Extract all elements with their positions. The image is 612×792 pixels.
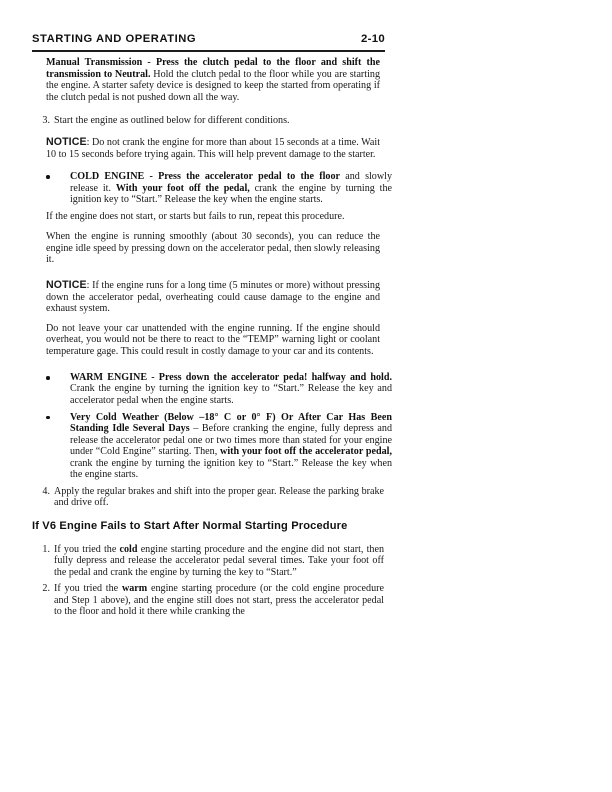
warm-engine-bold-lead: WARM ENGINE - Press down the accelerator peda! halfway and hold. — [70, 371, 392, 383]
notice-1-paragraph — [46, 137, 380, 160]
notice-block-2 — [46, 280, 380, 315]
cold-engine-mid-1: and slowly release it. — [70, 171, 392, 194]
cold-engine-rest: crank the engine by turning the ignition key to “Start.” Release the key when the engine starts. — [70, 182, 392, 206]
page-number: 2-10 — [361, 33, 385, 45]
fail-step-2-text — [54, 583, 384, 618]
manual-transmission-rest: Hold the clutch pedal to the floor while you are starting the engine. A starter safety device is designed to keep the started from operating if the clutch pedal is not pushed down all the way. — [46, 68, 380, 103]
page-body — [32, 57, 393, 618]
manual-transmission-bold-lead: Manual Transmission - Press the clutch pedal to the floor and shift the transmission to Neutral. — [46, 57, 380, 80]
list-item-step-3 — [36, 115, 384, 127]
paragraph-cold-engine-idle: When the engine is running smoothly (about 30 seconds), you can reduce the engine idle speed by pressing down on the accelerator pedal, then slowly releasing it. — [46, 231, 380, 266]
paragraph-unattended-warning: Do not leave your car unattended with the engine running. If the engine should overheat, you would not be there to react to the “TEMP” warning light or coolant temperature gage. This could result in costly damage to your car and its contents. — [46, 322, 380, 357]
list-marker: 1. — [42, 543, 50, 555]
very-cold-weather-bold-lead: Very Cold Weather (Below –18° C or 0° F) Or After Car Has Been Standing Idle Several Days — [70, 411, 392, 435]
section-heading: If V6 Engine Fails to Start After Normal Starting Procedure — [32, 519, 348, 532]
fail-step-1-text — [54, 544, 384, 579]
list-marker: 2. — [42, 583, 50, 595]
paragraph-cold-engine-retry: If the engine does not start, or starts but fails to run, repeat this procedure. — [46, 210, 345, 222]
step-4-text: Apply the regular brakes and shift into the proper gear. Release the parking brake and drive off. — [54, 485, 384, 509]
fail-step-2-part-2: engine starting procedure (or the cold engine procedure and Step 1 above), and the engine still does not start, press the accelerator pedal to the floor and hold it there while cranking the — [54, 583, 384, 618]
notice-label: NOTICE — [46, 279, 87, 292]
fail-step-1-part-2: engine starting procedure and the engine did not start, then fully depress and release the accelerator pedal several times. Take your foot off the pedal and crank the engine by turning the key to “Start.” — [54, 543, 384, 578]
notice-label: NOTICE — [46, 136, 87, 149]
fail-step-2-part-1: If you tried the — [54, 583, 122, 595]
notice-2-text: : If the engine runs for a long time (5 minutes or more) without pressing down the accelerator pedal, overheating could cause damage to the engine and exhaust system. — [46, 280, 380, 315]
cold-engine-text — [70, 171, 392, 206]
list-marker: 3. — [42, 114, 50, 126]
very-cold-weather-bold-2: with your foot off the accelerator pedal, — [220, 446, 393, 458]
header-divider-rule — [32, 50, 385, 52]
warm-engine-rest: Crank the engine by turning the ignition key to “Start.” Release the key and accelerator pedal when the engine starts. — [70, 383, 392, 407]
bullet-dot-icon — [46, 376, 50, 380]
list-item-warm-engine — [44, 372, 392, 407]
list-item-step-4 — [36, 486, 384, 509]
list-item-very-cold-weather — [44, 412, 392, 481]
warm-engine-text — [70, 372, 392, 407]
cold-engine-bold-lead-2: With your foot off the pedal, — [115, 182, 250, 194]
fail-step-2-bold-warm: warm — [121, 583, 148, 595]
list-marker: 4. — [42, 485, 50, 497]
very-cold-weather-mid: – Before cranking the engine, fully depress and release the accelerator pedal one or two times more than stated for your engine under “Cold Engine” starting. Then, — [70, 423, 393, 458]
paragraph-manual-transmission — [46, 57, 380, 103]
cold-engine-bold-lead-1: COLD ENGINE - Press the accelerator pedal to the floor — [70, 171, 340, 183]
list-item-fail-step-1 — [36, 544, 384, 579]
notice-block-1 — [46, 137, 380, 160]
page-title: STARTING AND OPERATING — [32, 33, 197, 45]
bullet-dot-icon — [46, 416, 50, 420]
fail-step-1-part-1: If you tried the — [54, 543, 120, 555]
very-cold-weather-text — [70, 412, 392, 481]
step-3-text: Start the engine as outlined below for different conditions. — [54, 114, 290, 126]
list-item-cold-engine — [44, 171, 392, 206]
list-item-fail-step-2 — [36, 583, 384, 618]
notice-1-text: : Do not crank the engine for more than about 15 seconds at a time. Wait 10 to 15 seconds before trying again. This will help prevent damage to the starter. — [46, 137, 380, 160]
page-running-header — [32, 33, 385, 45]
very-cold-weather-rest: crank the engine by turning the ignition key to “Start.” Release the key when the engine starts. — [70, 457, 392, 481]
bullet-dot-icon — [46, 175, 50, 179]
fail-step-1-bold-cold: cold — [119, 543, 138, 555]
notice-2-paragraph — [46, 280, 380, 315]
